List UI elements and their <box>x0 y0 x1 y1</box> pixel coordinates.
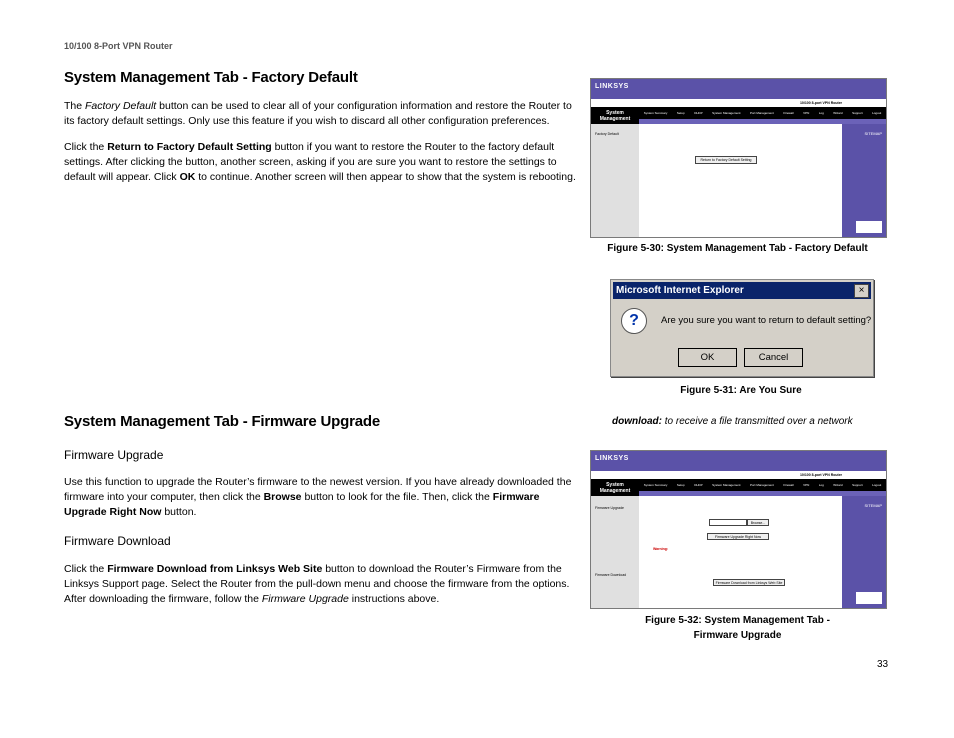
screenshot-section: System Management <box>599 482 631 494</box>
router-model: 10/100 8-port VPN Router <box>799 473 842 477</box>
linksys-logo: LINKSYS <box>595 83 629 90</box>
cisco-logo <box>856 221 882 233</box>
linksys-logo: LINKSYS <box>595 455 629 462</box>
tab: System Summary <box>643 483 668 487</box>
sitemap-label: SITEMAP <box>864 503 882 508</box>
text: to receive a file transmitted over a network <box>662 416 853 427</box>
tab: DHCP <box>694 483 703 487</box>
section-title-factory-default: System Management Tab - Factory Default <box>64 69 358 86</box>
ok-button: OK <box>678 348 737 367</box>
subheading-firmware-download: Firmware Download <box>64 534 171 548</box>
tab: Port Management <box>750 483 774 487</box>
firmware-upgrade-button: Firmware Upgrade Right Now <box>707 533 769 540</box>
sitemap-label: SITEMAP <box>864 131 882 136</box>
factory-default-screenshot <box>590 78 887 238</box>
text: button to look for the file. Then, click the <box>301 491 493 503</box>
text: Click the <box>64 563 108 575</box>
screenshot-tabs <box>639 107 886 119</box>
screenshot-left-panel <box>591 496 639 608</box>
browse-button: Browse... <box>747 519 769 526</box>
tab: Support <box>852 111 863 115</box>
term: download: <box>612 416 662 427</box>
tab: Wizard <box>833 483 843 487</box>
running-header: 10/100 8-Port VPN Router <box>64 41 173 51</box>
factory-default-paragraph-1 <box>64 99 584 129</box>
dialog-message: Are you sure you want to return to default setting? <box>661 315 872 326</box>
tab: Logout <box>872 111 882 115</box>
tab: Support <box>852 483 863 487</box>
tab: Firewall <box>783 483 794 487</box>
tab: System Summary <box>643 111 668 115</box>
tab: Log <box>818 111 824 115</box>
text: button if you want to restore the Router to the factory default settings. After clicking the button, another screen, asking if you are sure you want to restore the settings to default will appear. Click <box>64 141 557 183</box>
tab: Setup <box>676 111 685 115</box>
confirm-dialog <box>610 279 874 377</box>
firmware-download-button: Firmware Download from Linksys Web Site <box>713 579 785 586</box>
tab: Firewall <box>783 111 794 115</box>
caption-line: Firmware Upgrade <box>693 630 782 641</box>
screenshot-left-label: Firmware Download <box>595 573 627 577</box>
file-input <box>709 519 747 526</box>
cancel-button: Cancel <box>744 348 803 367</box>
term: Browse <box>263 491 302 503</box>
term: Return to Factory Default Setting <box>107 141 272 153</box>
term: Firmware Upgrade <box>261 593 349 605</box>
screenshot-section: System Management <box>599 110 631 122</box>
term: Firmware Download from Linksys Web Site <box>107 563 323 575</box>
definition-download <box>612 416 853 427</box>
text: instructions above. <box>348 593 440 605</box>
text: button can be used to clear all of your configuration information and restore the Router to its factory default settings. Only use this feature if you wish to discard all other configuration preferences. <box>64 100 572 127</box>
return-to-factory-default-button: Return to Factory Default Setting <box>695 156 757 164</box>
tab: Log <box>818 483 824 487</box>
term: OK <box>179 171 196 183</box>
dialog-title: Microsoft Internet Explorer <box>613 282 871 299</box>
figure-5-31-caption: Figure 5-31: Are You Sure <box>680 385 802 396</box>
question-icon: ? <box>621 308 647 334</box>
screenshot-left-label: Factory Default <box>595 132 619 136</box>
term: Firmware Upgrade Right Now <box>64 491 540 518</box>
firmware-upgrade-screenshot <box>590 450 887 609</box>
tab: Logout <box>872 483 882 487</box>
router-model: 10/100 8-port VPN Router <box>799 101 842 105</box>
firmware-download-paragraph <box>64 562 579 607</box>
factory-default-paragraph-2 <box>64 140 584 185</box>
text: to continue. Another screen will then appear to show that the system is rebooting. <box>195 171 576 183</box>
screenshot-banner <box>591 451 886 471</box>
subheading-firmware-upgrade: Firmware Upgrade <box>64 448 164 462</box>
figure-5-32-caption <box>590 613 885 643</box>
screenshot-left-label: Firmware Upgrade <box>595 506 624 510</box>
close-icon: × <box>854 284 869 298</box>
page-number: 33 <box>877 659 889 670</box>
text: Click the <box>64 141 108 153</box>
term: Factory Default <box>85 100 157 112</box>
text: Use this function to upgrade the Router’s firmware to the newest version. If you have already downloaded the firmware into your computer, then click the <box>64 476 572 503</box>
section-title-firmware-upgrade: System Management Tab - Firmware Upgrade <box>64 413 380 430</box>
tab: Setup <box>676 483 685 487</box>
tab: DHCP <box>694 111 703 115</box>
tab: VPN <box>803 111 810 115</box>
tab: VPN <box>803 483 810 487</box>
firmware-upgrade-paragraph <box>64 475 579 520</box>
tab: System Management <box>712 111 741 115</box>
text: button. <box>161 506 197 518</box>
tab: Wizard <box>833 111 843 115</box>
screenshot-banner <box>591 79 886 99</box>
cisco-logo <box>856 592 882 604</box>
figure-5-30-caption: Figure 5-30: System Management Tab - Factory Default <box>607 243 868 254</box>
tab: System Management <box>712 483 741 487</box>
caption-line: Figure 5-32: System Management Tab - <box>645 615 830 626</box>
text: button to download the Router’s Firmware from the Linksys Support page. Select the Router from the pull-down menu and choose the firmware from the options. After downloading the firmware, follow the <box>64 563 570 605</box>
text: The <box>64 100 86 112</box>
screenshot-left-panel <box>591 124 639 237</box>
screenshot-tabs <box>639 479 886 491</box>
tab: Port Management <box>750 111 774 115</box>
warning-label: Warning: <box>653 547 669 551</box>
